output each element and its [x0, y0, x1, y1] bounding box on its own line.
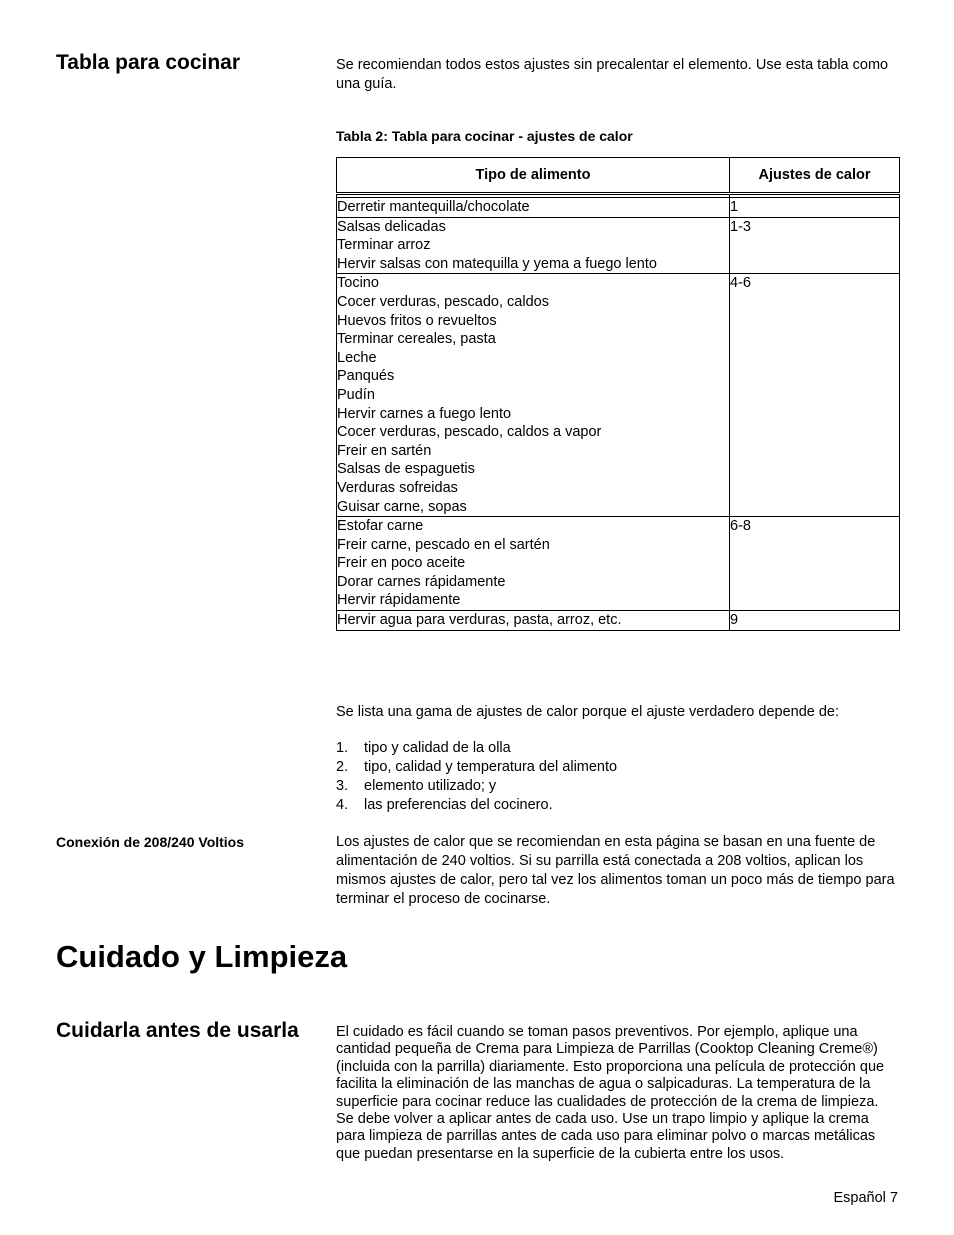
- cooking-table: [336, 157, 900, 631]
- section-heading-tabla-para-cocinar: Tabla para cocinar: [56, 51, 241, 74]
- food-item: Derretir mantequilla/chocolate: [337, 199, 530, 215]
- column-header-setting: Ajustes de calor: [730, 158, 900, 194]
- range-note: Se lista una gama de ajustes de calor porque el ajuste verdadero depende de:: [336, 704, 840, 720]
- table-row: [337, 611, 900, 631]
- food-type-cell: [337, 611, 730, 631]
- food-item: Hervir agua para verduras, pasta, arroz, etc.: [337, 612, 622, 629]
- food-item: Verduras sofreidas: [337, 479, 458, 496]
- conexion-paragraph: Los ajustes de calor que se recomiendan en esta página se basan en una fuente de alimentación de 240 voltios. Si su parrilla está conectada a 208 voltios, aplican los mismos ajustes de calor, pero tal vez los alimentos toman un poco más de tiempo para terminar el proceso de cocinarse.: [336, 834, 895, 907]
- heat-setting-cell: 9: [730, 611, 900, 631]
- table-row: [337, 217, 900, 274]
- food-item: Hervir rápidamente: [337, 592, 461, 609]
- factors-list: [336, 739, 896, 815]
- food-item: Tocino: [337, 275, 379, 292]
- table-row: [337, 517, 900, 611]
- table-row: [337, 274, 900, 517]
- list-item: 4. las preferencias del cocinero.: [336, 797, 553, 813]
- food-item: Cocer verduras, pescado, caldos: [337, 293, 549, 310]
- food-item: Salsas delicadas: [337, 218, 446, 235]
- list-item: 1. tipo y calidad de la olla: [336, 740, 511, 756]
- section-heading-cuidarla: Cuidarla antes de usarla: [56, 1019, 299, 1042]
- food-item: Dorar carnes rápidamente: [337, 573, 506, 590]
- table-header-row: [337, 158, 900, 194]
- table-caption: Tabla 2: Tabla para cocinar - ajustes de calor: [336, 128, 633, 144]
- heat-setting-cell: 1-3: [730, 217, 900, 274]
- chapter-title: Cuidado y Limpieza: [56, 939, 348, 974]
- list-item: 2. tipo, calidad y temperatura del alimento: [336, 759, 618, 775]
- column-header-food: Tipo de alimento: [337, 158, 730, 194]
- page-number: Español 7: [833, 1190, 898, 1206]
- cuidarla-paragraph: El cuidado es fácil cuando se toman pasos preventivos. Por ejemplo, aplique una cantidad pequeña de Crema para Limpieza de Parrillas (Cooktop Cleaning Creme®) (incluida con la parrilla) diariamente. Esto proporciona una película de protección que facilita la eliminación de las manchas de agua o salpicaduras. La temperatura de la superficie para cocinar reduce las cualidades de protección de la crema de limpieza. Se debe volver a aplicar antes de cada uso. Use un trapo limpio y aplique la crema para limpieza de parrillas antes de cada uso para eliminar polvo o marcas metálicas que puedan presentarse en la superficie de la cubierta entre los usos.: [336, 1024, 885, 1162]
- table-row: [337, 198, 900, 218]
- food-item: Freir en poco aceite: [337, 555, 466, 572]
- food-item: Terminar cereales, pasta: [337, 331, 496, 348]
- food-item: Cocer verduras, pescado, caldos a vapor: [337, 424, 602, 441]
- food-type-cell: [337, 274, 730, 517]
- food-item: Freir en sartén: [337, 442, 432, 459]
- food-type-cell: [337, 517, 730, 611]
- intro-paragraph: Se recomiendan todos estos ajustes sin precalentar el elemento. Use esta tabla como una guía.: [336, 57, 889, 92]
- food-item: Panqués: [337, 368, 395, 385]
- food-type-cell: [337, 217, 730, 274]
- food-item: Estofar carne: [337, 518, 424, 535]
- food-item: Terminar arroz: [337, 237, 431, 254]
- food-type-cell: [337, 198, 730, 218]
- food-item: Freir carne, pescado en el sartén: [337, 536, 550, 553]
- list-item: 3. elemento utilizado; y: [336, 778, 497, 794]
- food-item: Pudín: [337, 386, 375, 403]
- heat-setting-cell: 4-6: [730, 274, 900, 517]
- heat-setting-cell: 6-8: [730, 517, 900, 611]
- food-item: Salsas de espaguetis: [337, 461, 475, 478]
- food-item: Hervir salsas con matequilla y yema a fuego lento: [337, 255, 657, 272]
- food-item: Guisar carne, sopas: [337, 498, 467, 515]
- food-item: Hervir carnes a fuego lento: [337, 405, 512, 422]
- heat-setting-cell: 1: [730, 198, 900, 218]
- food-item: Huevos fritos o revueltos: [337, 312, 497, 329]
- section-heading-conexion: Conexión de 208/240 Voltios: [56, 834, 245, 850]
- food-item: Leche: [337, 349, 377, 366]
